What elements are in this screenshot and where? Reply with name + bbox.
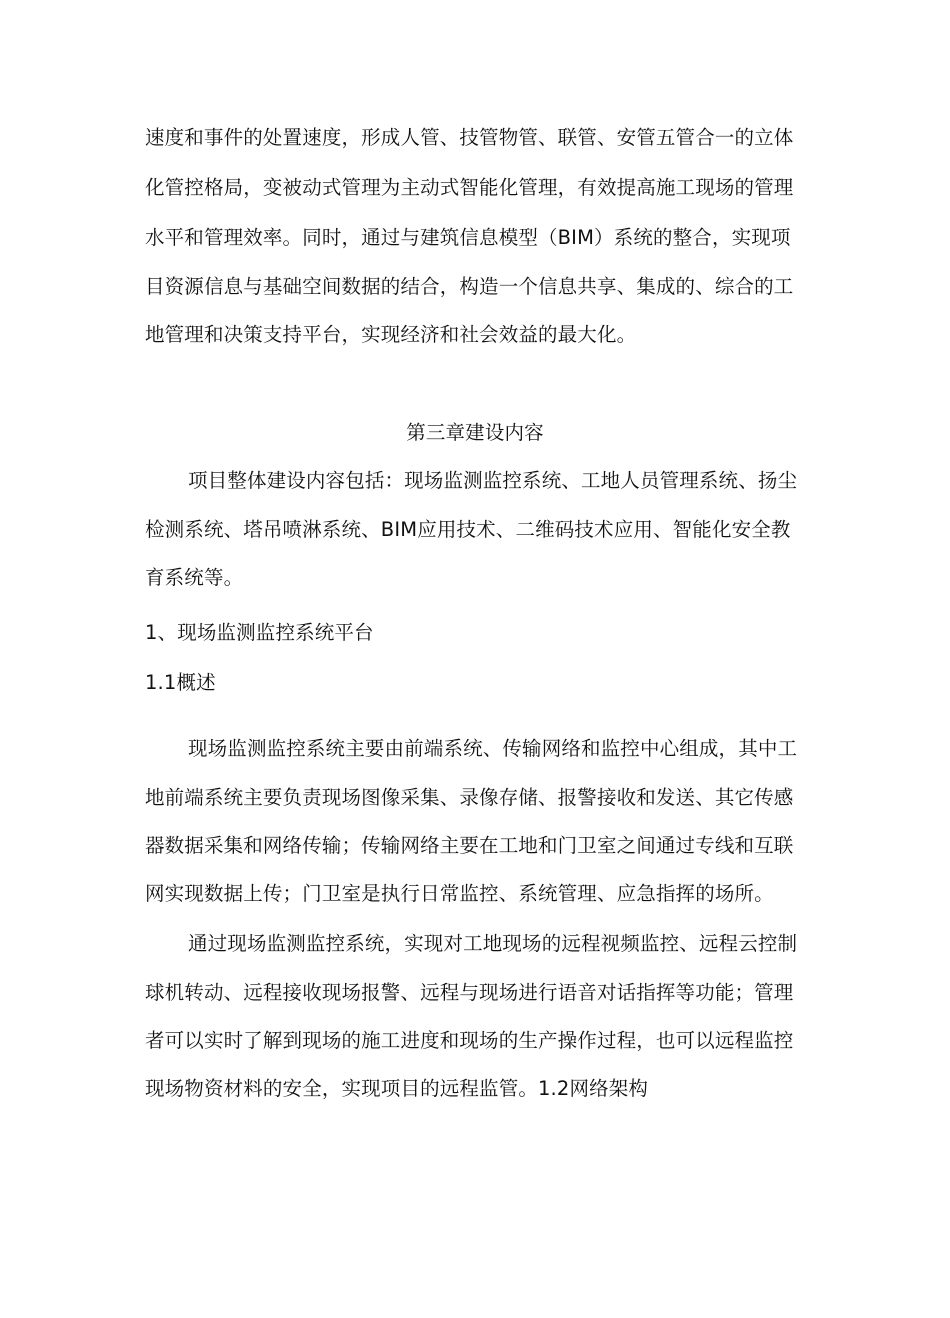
intro-line: 目资源信息与基础空间数据的结合，构造一个信息共享、集成的、综合的工 bbox=[145, 275, 794, 298]
paragraph-2-line: 球机转动、远程接收现场报警、远程与现场进行语音对话指挥等功能；管理 bbox=[145, 981, 794, 1004]
paragraph-2-line: 现场物资材料的安全，实现项目的远程监管。1.2网络架构 bbox=[145, 1077, 649, 1100]
paragraph-1-line: 器数据采集和网络传输；传输网络主要在工地和门卫室之间通过专线和互联 bbox=[145, 834, 794, 857]
overview-line: 项目整体建设内容包括：现场监测监控系统、工地人员管理系统、扬尘 bbox=[188, 469, 798, 492]
paragraph-2-line: 者可以实时了解到现场的施工进度和现场的生产操作过程，也可以远程监控 bbox=[145, 1029, 794, 1052]
chapter-title: 第三章建设内容 bbox=[406, 421, 544, 444]
paragraph-1-line: 地前端系统主要负责现场图像采集、录像存储、报警接收和发送、其它传感 bbox=[145, 786, 794, 809]
paragraph-1-line: 网实现数据上传；门卫室是执行日常监控、系统管理、应急指挥的场所。 bbox=[145, 882, 774, 905]
intro-line: 水平和管理效率。同时，通过与建筑信息模型（BIM）系统的整合，实现项 bbox=[145, 226, 791, 249]
section-1-heading: 1、现场监测监控系统平台 bbox=[145, 621, 374, 644]
paragraph-2-line: 通过现场监测监控系统，实现对工地现场的远程视频监控、远程云控制 bbox=[188, 932, 798, 955]
intro-line: 速度和事件的处置速度，形成人管、技管物管、联管、安管五管合一的立体 bbox=[145, 126, 794, 149]
section-1-1-heading: 1.1概述 bbox=[145, 671, 216, 694]
overview-line: 检测系统、塔吊喷淋系统、BIM应用技术、二维码技术应用、智能化安全教 bbox=[145, 518, 791, 541]
overview-line: 育系统等。 bbox=[145, 566, 244, 589]
intro-line: 地管理和决策支持平台，实现经济和社会效益的最大化。 bbox=[145, 323, 637, 346]
paragraph-1-line: 现场监测监控系统主要由前端系统、传输网络和监控中心组成，其中工 bbox=[188, 737, 798, 760]
intro-line: 化管控格局，变被动式管理为主动式智能化管理，有效提高施工现场的管理 bbox=[145, 176, 794, 199]
